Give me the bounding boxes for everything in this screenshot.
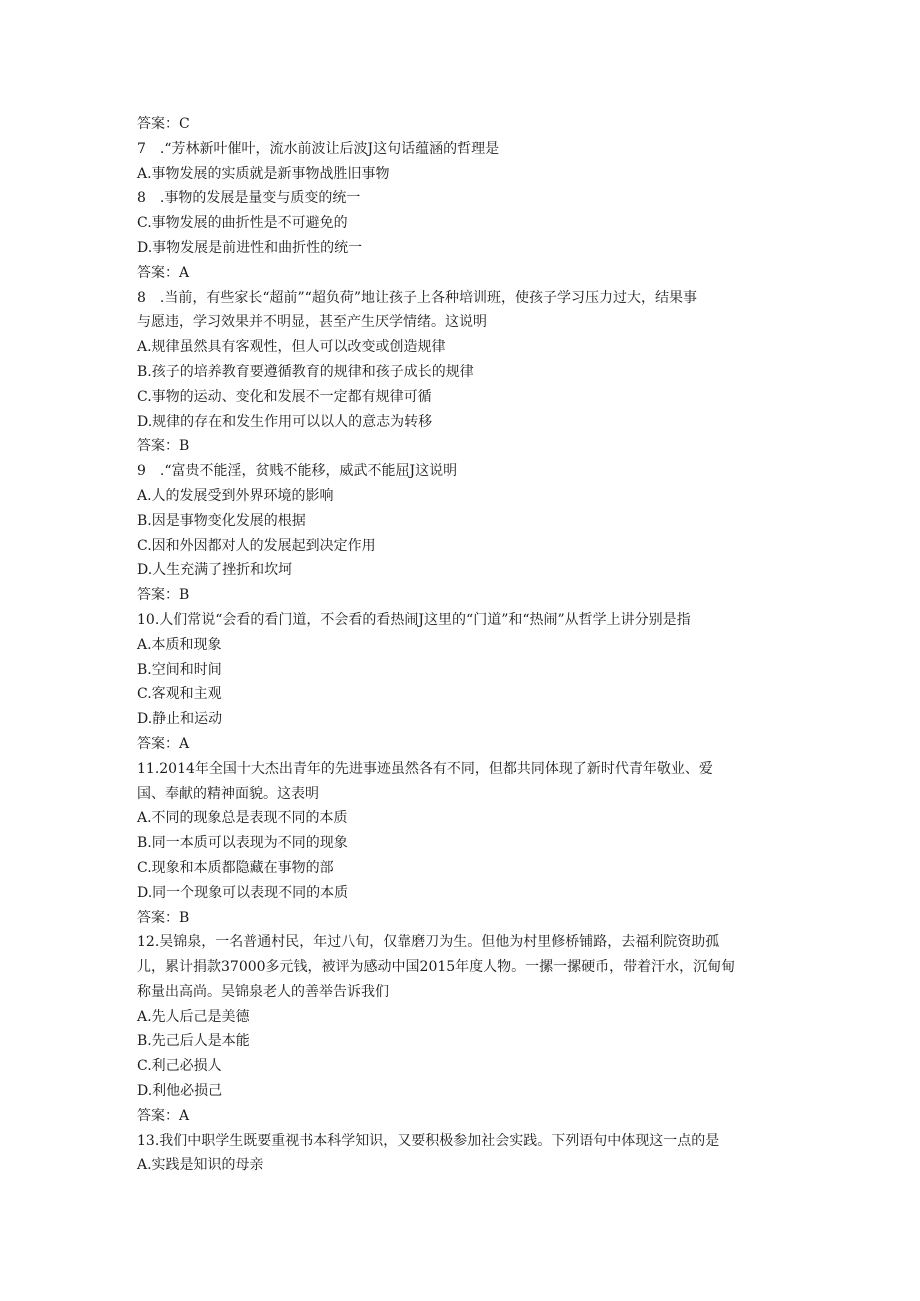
answer-line: 答案：C	[137, 116, 190, 132]
question-7-stem: 7 .“芳林新叶催叶，流水前波让后波J这句话蕴涵的哲理是	[137, 140, 500, 157]
question-11-stem: 11.2014年全国十大杰出青年的先进事迹虽然各有不同，但都共同体现了新时代青年敬业、爱	[137, 760, 713, 777]
question-7-answer: 答案：A	[137, 264, 190, 281]
question-10-option-b: B.空间和时间	[137, 661, 222, 678]
question-12-answer: 答案：A	[137, 1107, 190, 1124]
question-7-option-a: A.事物发展的实质就是新事物战胜旧事物	[137, 165, 390, 182]
question-10-option-d: D.静止和运动	[137, 711, 223, 728]
question-12-option-d: D.利他必损己	[137, 1083, 223, 1100]
document-body	[137, 112, 797, 1178]
question-11-answer: 答案：B	[137, 909, 190, 926]
question-12-option-b: B.先己后人是本能	[137, 1033, 250, 1050]
question-9-option-d: D.人生充满了挫折和坎坷	[137, 562, 293, 579]
question-10-answer: 答案：A	[137, 735, 190, 752]
question-12-option-a: A.先人后己是美德	[137, 1008, 250, 1025]
question-8-option-c: C.事物的运动、变化和发展不一定都有规律可循	[137, 388, 432, 405]
question-9-option-c: C.因和外因都对人的发展起到决定作用	[137, 537, 376, 554]
question-11-stem-continued: 国、奉献的精神面貌。这表明	[137, 785, 319, 802]
question-9-stem: 9 .“富贵不能淫，贫贱不能移，威武不能屈J这说明	[137, 463, 458, 480]
question-10-stem: 10.人们常说“会看的看门道，不会看的看热闹J这里的“门道”和“热闹”从哲学上讲分别是指	[137, 611, 691, 628]
question-12-stem-continued: 儿，累计捐款37000多元钱，被评为感动中国2015年度人物。一摞一摞硬币，带着汗水，沉甸甸	[137, 959, 736, 976]
question-8-answer: 答案：B	[137, 438, 190, 455]
question-12-stem-end: 称量出高尚。吴锦泉老人的善举告诉我们	[137, 983, 389, 1000]
question-7-option-d: D.事物发展是前进性和曲折性的统一	[137, 239, 363, 256]
question-9-option-b: B.因是事物变化发展的根据	[137, 512, 306, 529]
question-8-stem-continued: 与愿违，学习效果并不明显，甚至产生厌学情绪。这说明	[137, 314, 487, 331]
question-9-option-a: A.人的发展受到外界环境的影响	[137, 487, 334, 504]
question-7-option-c: C.事物发展的曲折性是不可避免的	[137, 215, 348, 232]
question-11-option-b: B.同一本质可以表现为不同的现象	[137, 835, 348, 852]
question-11-option-d: D.同一个现象可以表现不同的本质	[137, 884, 349, 901]
question-8-stem: 8 .当前，有些家长“超前”“超负荷”地让孩子上各种培训班，使孩子学习压力过大，结果事	[137, 289, 697, 306]
question-8-option-d: D.规律的存在和发生作用可以以人的意志为转移	[137, 413, 433, 430]
question-12-option-c: C.利己必损人	[137, 1058, 222, 1075]
question-10-option-a: A.本质和现象	[137, 636, 222, 653]
question-7-option-b: 8 .事物的发展是量变与质变的统一	[137, 190, 361, 207]
question-8-option-a: A.规律虽然具有客观性，但人可以改变或创造规律	[137, 339, 446, 356]
question-8-option-b: B.孩子的培养教育要遵循教育的规律和孩子成长的规律	[137, 363, 474, 380]
question-12-stem: 12.吴锦泉，一名普通村民，年过八旬，仅靠磨刀为生。但他为村里修桥铺路，去福利院资助孤	[137, 934, 720, 951]
question-11-option-a: A.不同的现象总是表现不同的本质	[137, 810, 348, 827]
question-13-option-a: A.实践是知识的母亲	[137, 1157, 264, 1174]
question-13-stem: 13.我们中职学生既要重视书本科学知识，又要积极参加社会实践。下列语句中体现这一点的是	[137, 1132, 720, 1149]
question-9-answer: 答案：B	[137, 587, 190, 604]
question-11-option-c: C.现象和本质都隐藏在事物的部	[137, 859, 334, 876]
question-10-option-c: C.客观和主观	[137, 686, 222, 703]
